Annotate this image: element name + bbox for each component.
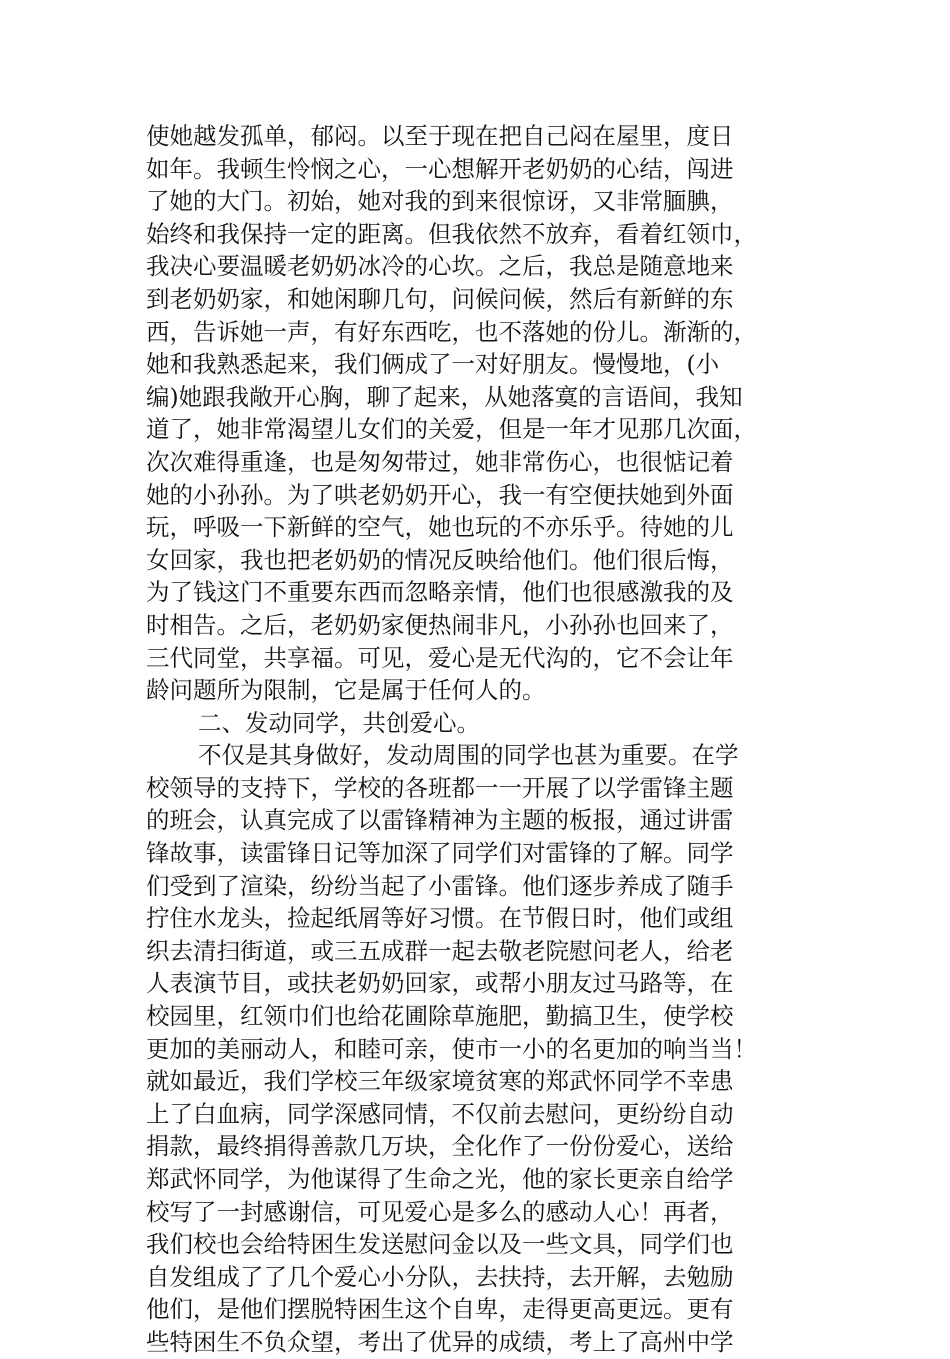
text-line: 为了钱这门不重要东西而忽略亲情，他们也很感激我的及	[146, 578, 734, 607]
text-line: 的班会，认真完成了以雷锋精神为主题的板报，通过讲雷	[146, 806, 734, 835]
text-line: 锋故事，读雷锋日记等加深了同学们对雷锋的了解。同学	[146, 839, 734, 868]
text-line: 我决心要温暖老奶奶冰冷的心坎。之后，我总是随意地来	[146, 252, 734, 281]
text-line: 编)她跟我敞开心胸，聊了起来，从她落寞的言语间，我知	[146, 382, 743, 411]
paragraph-start-line: 不仅是其身做好，发动周围的同学也甚为重要。在学	[198, 741, 739, 770]
text-line: 捐款，最终捐得善款几万块，全化作了一份份爱心，送给	[146, 1132, 734, 1161]
text-line: 如年。我顿生怜悯之心，一心想解开老奶奶的心结，闯进	[146, 154, 734, 183]
body-text	[146, 120, 786, 1359]
text-line: 织去清扫街道，或三五成群一起去敬老院慰问老人，给老	[146, 936, 734, 965]
text-line: 人表演节目，或扶老奶奶回家，或帮小朋友过马路等，在	[146, 969, 734, 998]
text-line: 们受到了渲染，纷纷当起了小雷锋。他们逐步养成了随手	[146, 871, 734, 900]
text-line: 了她的大门。初始，她对我的到来很惊讶，又非常腼腆，	[146, 187, 734, 216]
text-line: 女回家，我也把老奶奶的情况反映给他们。他们很后悔，	[146, 545, 734, 574]
text-line: 我们校也会给特困生发送慰问金以及一些文具，同学们也	[146, 1230, 734, 1259]
text-line: 西，告诉她一声，有好东西吃，也不落她的份儿。渐渐的，	[146, 317, 757, 346]
text-line: 他们，是他们摆脱特困生这个自卑，走得更高更远。更有	[146, 1295, 734, 1324]
text-line: 更加的美丽动人，和睦可亲，使市一小的名更加的响当当！	[146, 1034, 757, 1063]
text-line: 郑武怀同学，为他谋得了生命之光，他的家长更亲自给学	[146, 1165, 734, 1193]
text-line: 上了白血病，同学深感同情，不仅前去慰问，更纷纷自动	[146, 1099, 734, 1128]
text-line: 始终和我保持一定的距离。但我依然不放弃，看着红领巾，	[146, 219, 757, 248]
text-line: 自发组成了了几个爱心小分队，去扶持，去开解，去勉励	[146, 1262, 734, 1291]
text-line: 龄问题所为限制，它是属于任何人的。	[146, 676, 546, 705]
text-line: 三代同堂，共享福。可见，爱心是无代沟的，它不会让年	[146, 643, 734, 672]
text-line: 校园里，红领巾们也给花圃除草施肥，勤搞卫生，使学校	[146, 1002, 734, 1031]
text-line: 到老奶奶家，和她闲聊几句，问候问候，然后有新鲜的东	[146, 284, 734, 313]
text-line: 使她越发孤单，郁闷。以至于现在把自己闷在屋里，度日	[146, 122, 734, 150]
text-line: 道了，她非常渴望儿女们的关爱，但是一年才见那几次面，	[146, 415, 757, 444]
section-heading: 二、发动同学，共创爱心。	[198, 708, 480, 737]
text-line: 些特困生不负众望，考出了优异的成绩，考上了高州中学	[146, 1327, 734, 1356]
text-line: 校领导的支持下，学校的各班都一一开展了以学雷锋主题	[146, 773, 734, 802]
text-line: 玩，呼吸一下新鲜的空气，她也玩的不亦乐乎。待她的儿	[146, 513, 734, 542]
text-line: 次次难得重逢，也是匆匆带过，她非常伤心，也很惦记着	[146, 447, 734, 476]
text-line: 她和我熟悉起来，我们俩成了一对好朋友。慢慢地，(小	[146, 350, 720, 379]
text-line: 拧住水龙头，捡起纸屑等好习惯。在节假日时，他们或组	[146, 904, 734, 933]
text-line: 时相告。之后，老奶奶家便热闹非凡，小孙孙也回来了，	[146, 610, 734, 639]
text-line: 她的小孙孙。为了哄老奶奶开心，我一有空便扶她到外面	[146, 480, 734, 509]
text-line: 就如最近，我们学校三年级家境贫寒的郑武怀同学不幸患	[146, 1067, 734, 1096]
text-line: 校写了一封感谢信，可见爱心是多么的感动人心！再者，	[146, 1197, 734, 1226]
